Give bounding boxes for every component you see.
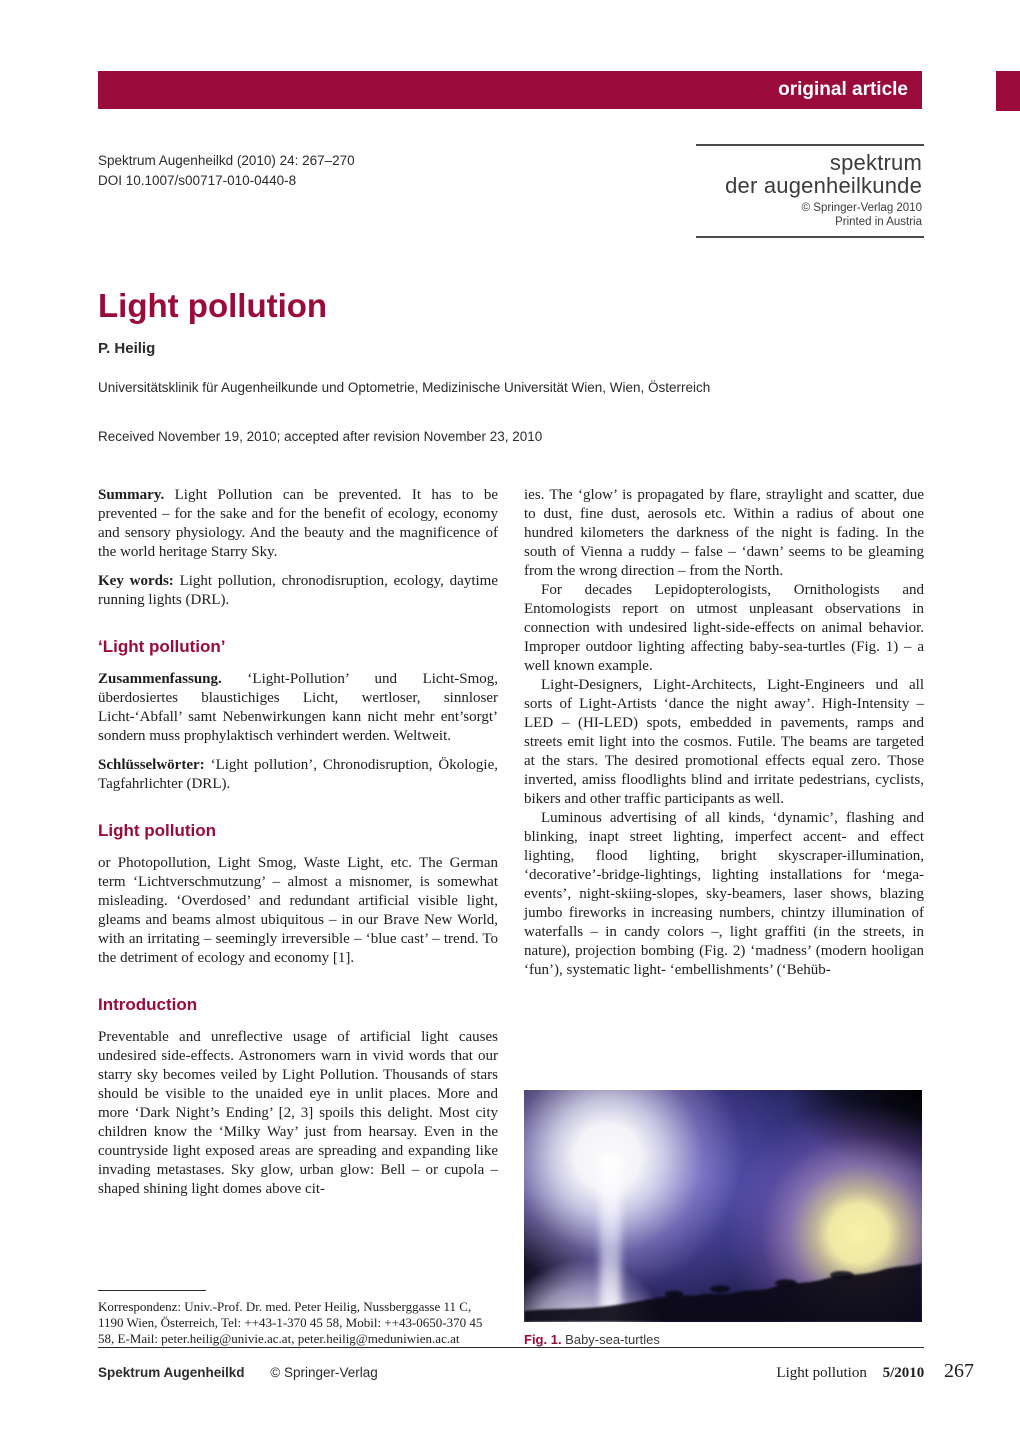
- footer-issue: 5/2010: [882, 1365, 925, 1381]
- footer-publisher: © Springer-Verlag: [270, 1365, 378, 1380]
- figure-1-image: [524, 1090, 922, 1322]
- figure-1: [524, 1090, 924, 1347]
- summary-text: Light Pollution can be prevented. It has to be prevented – for the sake and for the benefit of ecology, economy and sensory physiology. And the beauty and the magnificence of the world heritage Starry Sky.: [98, 487, 498, 560]
- page-footer: [98, 1347, 974, 1383]
- keywords-text: Light pollution, chronodisruption, ecology, daytime running lights (DRL).: [98, 573, 499, 608]
- journal-logo-block: [696, 144, 924, 238]
- original-article-banner: [98, 71, 922, 109]
- masthead: [98, 144, 924, 238]
- section-heading-light-pollution: Light pollution: [98, 821, 217, 840]
- printed-line: Printed in Austria: [835, 216, 922, 228]
- citation-block: [98, 144, 355, 238]
- introduction-paragraph: Preventable and unreflective usage of artificial light causes undesired side-effects. Astronomers warn in vivid words that our starry sky becomes veiled by Light Pollution. Thousands of stars should be visible to the unaided eye in unlit places. More and more ‘Dark Night’s Ending’ [2, 3] spoils this delight. Most city children know the ‘Milky Way’ just from hearsay. Even in the countryside light exposed areas are spreading and expanding like invading metastases. Sky glow, urban glow: Bell – or cupola – shaped shining light domes above cit-: [98, 1029, 498, 1197]
- journal-name-line1: spektrum: [829, 150, 922, 175]
- keywords-paragraph: [98, 572, 498, 610]
- body-paragraph-4: Luminous advertising of all kinds, ‘dynamic’, flashing and blinking, inapt street lighting, imperfect accent- and effect lighting, flood lighting, bright skyscraper-illumination, ‘decorative’-bridge-lightings, lighting installations for ‘mega-events’, night-skiing-slopes, sky-beamers, laser shows, blazing jumbo fireworks in increasing numbers, chintzy illumination of waterfalls – in candy colors –, light graffiti (in the streets, in nature), projection bombing (Fig. 2) ‘madness’ (modern hooligan ‘fun’), systematic light- ‘embellishments’ (‘Behüb-: [524, 810, 924, 978]
- journal-name-line2: der augenheilkunde: [725, 173, 922, 198]
- footer-article-title: Light pollution: [776, 1365, 867, 1381]
- banner-corner-mark: [996, 71, 1020, 111]
- doi-line: DOI 10.1007/s00717-010-0440-8: [98, 173, 297, 188]
- right-column: [524, 486, 924, 1347]
- author-name: P. Heilig: [98, 340, 156, 357]
- zusammenfassung-text: ‘Light-Pollution’ und Licht-Smog, überdosiertes blaustichiges Licht, wertloser, sinnloser Licht-‘Abfall’ samt Nebenwirkungen kann nicht mehr ent’sorgt’ sondern muss prophylaktisch verhindert werden. Weltweit.: [98, 671, 498, 744]
- footer-page-number: 267: [944, 1360, 974, 1382]
- page-title: Light pollution: [98, 287, 328, 324]
- light-pollution-paragraph: or Photopollution, Light Smog, Waste Light, etc. The German term ‘Lichtverschmutzung’ – almost a misnomer, is somewhat misleading. ‘Overdosed’ and redundant artificial visible light, gleams and beams almost ubiquitous – in our Brave New World, with an irritating – seemingly irreversible – ‘blue cast’ – trend. To the detriment of ecology and economy [1].: [98, 855, 498, 966]
- footer-journal-name: Spektrum Augenheilkd: [98, 1365, 245, 1380]
- summary-paragraph: [98, 486, 498, 562]
- body-columns: [98, 486, 924, 1347]
- copyright-line: © Springer-Verlag 2010: [801, 202, 922, 214]
- footnote-rule: [98, 1290, 206, 1291]
- banner-label: original article: [778, 79, 908, 100]
- received-dates: Received November 19, 2010; accepted after revision November 23, 2010: [98, 429, 543, 444]
- section-heading-light-pollution-quoted: ‘Light pollution’: [98, 637, 226, 656]
- figure-1-caption: [524, 1332, 924, 1347]
- figure-1-label: Fig. 1.: [524, 1332, 562, 1347]
- schluesselwoerter-paragraph: [98, 756, 498, 794]
- body-paragraph-1: ies. The ‘glow’ is propagated by flare, straylight and scatter, due to dust, fine dust, aerosols etc. Within a radius of about one hundred kilometers the darkness of the night is fading. In the south of Vienna a ruddy – false – ‘dawn’ seems to be gleaming from the wrong direction – from the North.: [524, 487, 924, 579]
- correspondence-text: Korrespondenz: Univ.-Prof. Dr. med. Peter Heilig, Nussberggasse 11 C, 1190 Wien, Österreich, Tel: ++43-1-370 45 58, Mobil: ++43-0650-370 45 58, E-Mail: peter.heilig@univie.ac.at, peter.heilig@meduniwien.ac.at: [98, 1299, 483, 1346]
- schluesselwoerter-label: Schlüsselwörter:: [98, 757, 205, 773]
- left-column: [98, 486, 498, 1347]
- summary-label: Summary.: [98, 487, 165, 503]
- body-paragraph-2: For decades Lepidopterologists, Ornithologists and Entomologists report on utmost unpleasant observations in connection with undesired light-side-effects on animal behavior. Improper outdoor lighting affecting baby-sea-turtles (Fig. 1) – a well known example.: [524, 582, 924, 674]
- section-heading-introduction: Introduction: [98, 995, 198, 1014]
- beach-silhouette: [524, 1090, 922, 1322]
- zusammenfassung-paragraph: [98, 670, 498, 746]
- journal-citation: Spektrum Augenheilkd (2010) 24: 267–270: [98, 153, 355, 168]
- schluesselwoerter-text: ‘Light pollution’, Chronodisruption, Ökologie, Tagfahrlichter (DRL).: [98, 757, 498, 792]
- body-paragraph-3: Light-Designers, Light-Architects, Light-Engineers und all sorts of Light-Artists ‘dance the night away’. High-Intensity – LED – (HI-LED) spots, embedded in pavements, ramps and streets emit light into the cosmos. Futile. The beams are targeted at the stars. The desired promotional effects equal zero. Those inverted, amiss floodlights blind and irritate pedestrians, cyclists, bikers and other traffic participants as well.: [524, 677, 924, 807]
- affiliation: Universitätsklinik für Augenheilkunde und Optometrie, Medizinische Universität Wien, Wien, Österreich: [98, 380, 711, 395]
- correspondence-note: [98, 1290, 498, 1347]
- zusammenfassung-label: Zusammenfassung.: [98, 671, 222, 687]
- keywords-label: Key words:: [98, 573, 174, 589]
- figure-1-caption-text: Baby-sea-turtles: [561, 1332, 660, 1347]
